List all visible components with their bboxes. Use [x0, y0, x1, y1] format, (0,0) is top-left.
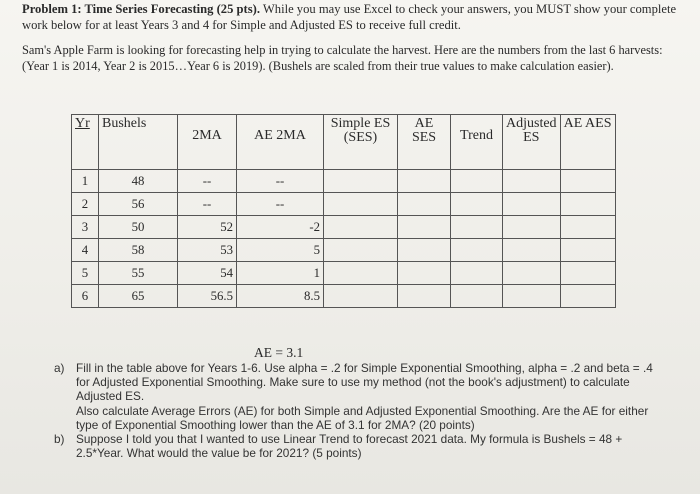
cell-ae-2ma: --	[237, 193, 324, 216]
cell-empty	[560, 170, 615, 193]
cell-empty	[324, 193, 398, 216]
cell-empty	[398, 193, 451, 216]
cell-yr: 3	[72, 216, 99, 239]
intro-paragraph: Sam's Apple Farm is looking for forecasting help in trying to calculate the harvest. Here are the numbers from the last 6 harvests: (Year 1 is 2014, Year 2 is 2015…Year 6 is 2019). (Bushels are scaled from their true values to make calculation easier).	[22, 43, 663, 73]
cell-bushels: 48	[99, 170, 178, 193]
header-2ma: 2MA	[178, 115, 237, 170]
question-text: Fill in the table above for Years 1-6. Use alpha = .2 for Simple Exponential Smoothing, alpha = .2 and beta = .4 for Adjusted Exponential Smoothing. Make sure to use my method (not the book's adjustment) to calculate Adjusted ES.	[76, 361, 653, 404]
cell-empty	[451, 170, 503, 193]
cell-2ma: 56.5	[178, 285, 237, 308]
cell-empty	[451, 216, 503, 239]
cell-empty	[324, 262, 398, 285]
cell-empty	[503, 216, 561, 239]
cell-empty	[503, 170, 561, 193]
header-yr: Yr	[72, 115, 99, 170]
cell-bushels: 56	[99, 193, 178, 216]
cell-2ma: --	[178, 170, 237, 193]
problem-title: Problem 1: Time Series Forecasting (25 pts).	[22, 2, 260, 16]
header-ae-ses: AE SES	[398, 115, 451, 170]
question-label: b)	[54, 432, 65, 447]
problem-header	[22, 2, 682, 33]
cell-bushels: 58	[99, 239, 178, 262]
table-row	[72, 239, 616, 262]
cell-empty	[324, 216, 398, 239]
cell-empty	[324, 170, 398, 193]
cell-empty	[398, 239, 451, 262]
table-row	[72, 193, 616, 216]
cell-yr: 5	[72, 262, 99, 285]
cell-empty	[560, 285, 615, 308]
cell-empty	[560, 239, 615, 262]
cell-yr: 1	[72, 170, 99, 193]
cell-yr: 4	[72, 239, 99, 262]
cell-empty	[451, 193, 503, 216]
cell-empty	[324, 285, 398, 308]
cell-empty	[560, 262, 615, 285]
forecast-table	[71, 114, 616, 308]
question-text: Suppose I told you that I wanted to use Linear Trend to forecast 2021 data. My formula is Bushels = 48 + 2.5*Year. What would the value be for 2021? (5 points)	[76, 432, 623, 461]
header-ae-aes: AE AES	[560, 115, 615, 170]
cell-empty	[503, 262, 561, 285]
header-ae-2ma: AE 2MA	[237, 115, 324, 170]
cell-empty	[451, 262, 503, 285]
cell-empty	[503, 193, 561, 216]
cell-ae-2ma: -2	[237, 216, 324, 239]
header-trend: Trend	[451, 115, 503, 170]
cell-empty	[398, 216, 451, 239]
header-adjusted-es: Adjusted ES	[503, 115, 561, 170]
cell-ae-2ma: --	[237, 170, 324, 193]
cell-2ma: --	[178, 193, 237, 216]
cell-ae-2ma: 8.5	[237, 285, 324, 308]
question-b	[54, 432, 654, 460]
cell-2ma: 54	[178, 262, 237, 285]
cell-ae-2ma: 5	[237, 239, 324, 262]
questions	[54, 361, 654, 460]
cell-bushels: 55	[99, 262, 178, 285]
cell-empty	[398, 262, 451, 285]
table-row	[72, 216, 616, 239]
table-row	[72, 170, 616, 193]
header-simple-es: Simple ES (SES)	[324, 115, 398, 170]
header-bushels: Bushels	[99, 115, 178, 170]
cell-yr: 6	[72, 285, 99, 308]
cell-2ma: 53	[178, 239, 237, 262]
cell-empty	[503, 285, 561, 308]
cell-bushels: 50	[99, 216, 178, 239]
cell-empty	[503, 239, 561, 262]
problem-instructions: While you may use Excel to check your answers, you MUST show your complete work below for at least Years 3 and 4 for Simple and Adjusted ES to receive full credit.	[22, 2, 677, 32]
cell-yr: 2	[72, 193, 99, 216]
cell-empty	[451, 285, 503, 308]
table-row	[72, 262, 616, 285]
cell-ae-2ma: 1	[237, 262, 324, 285]
question-text-followup: Also calculate Average Errors (AE) for both Simple and Adjusted Exponential Smoothing. Are the AE for either type of Exponential Smoothing lower than the AE of 3.1 for 2MA? (20 points)	[76, 403, 649, 432]
cell-empty	[324, 239, 398, 262]
cell-empty	[451, 239, 503, 262]
cell-empty	[560, 193, 615, 216]
table-header-row	[72, 115, 616, 170]
table-row	[72, 285, 616, 308]
cell-empty	[398, 170, 451, 193]
question-label: a)	[54, 361, 65, 375]
cell-2ma: 52	[178, 216, 237, 239]
cell-empty	[398, 285, 451, 308]
cell-bushels: 65	[99, 285, 178, 308]
question-a	[54, 361, 654, 432]
ae-total: AE = 3.1	[254, 345, 304, 360]
cell-empty	[560, 216, 615, 239]
